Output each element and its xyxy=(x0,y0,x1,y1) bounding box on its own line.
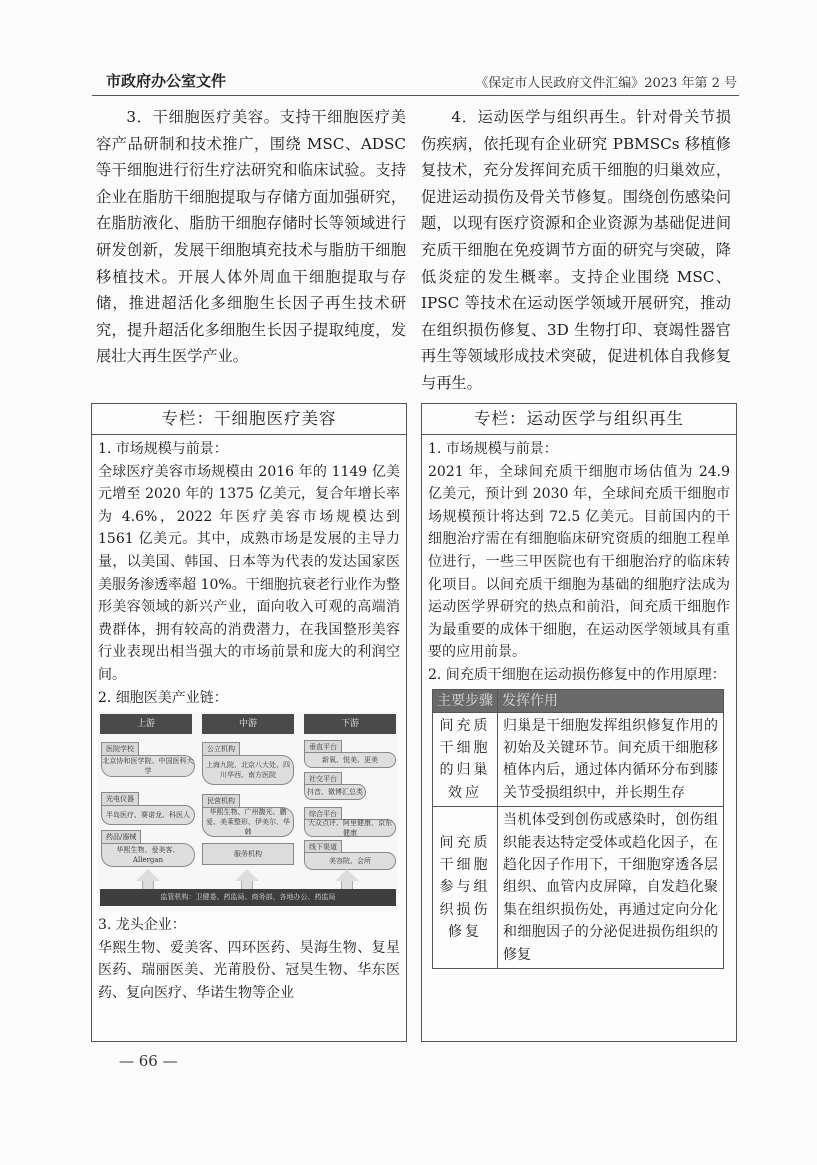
chain-item: 华熙生物、爱美客、Allergan xyxy=(101,843,195,867)
chain-item-service: 服务机构 xyxy=(202,843,294,865)
chain-item: 新氧、悦美、更美 xyxy=(304,752,396,768)
chain-item: 华熙生物、广州馥光、鹏爱、美莱整形、伊美尔、华韩 xyxy=(202,807,294,837)
box-title: 专栏：干细胞医疗美容 xyxy=(92,404,406,435)
document-header-title: 市政府办公室文件 xyxy=(106,72,227,90)
mechanism-table xyxy=(432,689,724,969)
section-heading: 2. 细胞医美产业链： xyxy=(98,689,228,706)
body-column-left xyxy=(96,104,406,370)
column-box-cosmetology xyxy=(91,403,407,1042)
box-title: 专栏：运动医学与组织再生 xyxy=(422,404,736,435)
page-number: — 66 — xyxy=(119,1052,178,1070)
up-arrow-icon xyxy=(136,869,160,881)
chain-item: 半岛医疗、赛诺龙、科医人 xyxy=(101,805,195,825)
chain-tag: 综合平台 xyxy=(304,807,342,821)
box-body xyxy=(92,435,406,1005)
chain-item: 北京协和医学院、中国医科大学 xyxy=(102,757,194,776)
section-text: 2021 年，全球间充质干细胞市场估值为 24.9 亿美元，预计到 2030 年，全球间充质干细胞市场规模预计将达到 72.5 亿美元。目前国内的干细胞治疗需在有细胞临床研究资质的细胞工程单位进行，一些三甲医院也有干细胞治疗的临床转化项目。以间充质干细胞为基础的细胞疗法成为运动医学界研究的热点和前沿，间充质干细胞作为最重要的成体干细胞，在运动医学领域具有重要的应用前景。 xyxy=(428,463,730,661)
section-text: 全球医疗美容市场规模由 2016 年的 1149 亿美元增至 2020 年的 1375 亿美元，复合年增长率为 4.6%，2022 年医疗美容市场规模达到 1561 亿美元。其中，成熟市场是发展的主导力量，以美国、韩国、日本等为代表的发达国家医美服务渗透率超 10%。干细胞抗衰老行业作为整形美容领域的新兴产业，面向收入可观的高端消费群体，拥有较高的消费潜力，在我国整形美容行业表现出相当强大的市场前景和庞大的利润空间。 xyxy=(98,463,400,683)
chain-tag: 社交平台 xyxy=(304,772,342,786)
chain-tag: 公立机构 xyxy=(202,742,240,756)
section-heading: 1. 市场规模与前景： xyxy=(428,441,558,457)
body-column-right xyxy=(421,104,731,397)
table-row xyxy=(433,807,724,969)
chain-tag: 线下渠道 xyxy=(304,840,342,854)
chain-tag: 民营机构 xyxy=(202,794,240,808)
column-box-sports-medicine xyxy=(421,403,737,1042)
table-cell-effect: 归巢是干细胞发挥组织修复作用的初始及关键环节。间充质干细胞移植体内后，通过体内循环分布到膝关节受损组织中，并长期生存 xyxy=(498,712,724,807)
chain-tag: 垂直平台 xyxy=(304,740,342,754)
chain-tag: 医院学校 xyxy=(101,742,139,756)
chain-item: 抖音、微博汇总类 xyxy=(304,784,366,800)
document-header-publication: 《保定市人民政府文件汇编》2023 年第 2 号 xyxy=(475,76,737,91)
table-cell-effect: 当机体受到创伤或感染时，创伤组织能表达特定受体或趋化因子，在趋化因子作用下，干细胞穿透各层组织、血管内皮屏障，自发趋化聚集在组织损伤处，再通过定向分化和细胞因子的分泌促进损伤组织的修复 xyxy=(498,807,724,969)
header-divider xyxy=(92,95,739,96)
table-cell-step: 间充质干细胞参与组织损伤修复 xyxy=(433,807,498,969)
up-arrow-icon xyxy=(335,869,359,881)
chain-tag: 药品/器械 xyxy=(101,830,141,844)
chain-item: 大众点评、阿里健康、京东健康 xyxy=(304,819,396,837)
chain-header-midstream: 中游 xyxy=(202,714,294,734)
table-header-row xyxy=(433,689,724,712)
section-heading: 1. 市场规模与前景： xyxy=(98,441,228,457)
section-heading: 3. 龙头企业： xyxy=(98,917,186,934)
chain-item: 上海九院、北京八大处、四川华西、南方医院 xyxy=(202,755,294,785)
industry-chain-diagram xyxy=(98,712,398,912)
chain-header-upstream: 上游 xyxy=(100,714,192,734)
up-arrow-icon xyxy=(235,869,259,881)
column-header-effect: 发挥作用 xyxy=(498,689,724,712)
section-heading: 2. 间充质干细胞在运动损伤修复中的作用原理： xyxy=(428,666,726,683)
box-body xyxy=(422,435,736,969)
paragraph-stem-cell-cosmetology: 3．干细胞医疗美容。支持干细胞医疗美容产品研制和技术推广，围绕 MSC、ADSC 等干细胞进行衍生疗法研究和临床试验。支持企业在脂肪干细胞提取与存储方面加强研究，在脂肪液化、脂肪干细胞存储时长等领域进行研发创新，发展干细胞填充技术与脂肪干细胞移植技术。开展人体外周血干细胞提取与存储，推进超活化多细胞生长因子再生技术研究，提升超活化多细胞生长因子提取纯度，发展壮大再生医学产业。 xyxy=(96,108,406,366)
chain-header-downstream: 下游 xyxy=(304,714,396,734)
table-cell-step: 间充质干细胞的归巢效应 xyxy=(433,712,498,807)
section-text: 华熙生物、爱美客、四环医药、昊海生物、复星医药、瑞丽医美、光莆股份、冠昊生物、华东医药、复向医疗、华诺生物等企业 xyxy=(98,939,400,1001)
table-row xyxy=(433,712,724,807)
chain-item: 美容院、会所 xyxy=(304,852,396,870)
paragraph-sports-medicine: 4．运动医学与组织再生。针对骨关节损伤疾病，依托现有企业研究 PBMSCs 移植修复技术，充分发挥间充质干细胞的归巢效应，促进运动损伤及骨关节修复。围绕创伤感染问题，以现有医疗资源和企业资源为基础促进间充质干细胞在免疫调节方面的研究与突破，降低炎症的发生概率。支持企业围绕 MSC、IPSC 等技术在运动医学领域开展研究，推动在组织损伤修复、3D 生物打印、衰竭性器官再生等领域形成技术突破，促进机体自我修复与再生。 xyxy=(421,108,731,392)
chain-regulators-bar: 监管机构：卫健委、药监局、商务部、各地办公、药监局 xyxy=(100,889,396,906)
column-header-step: 主要步骤 xyxy=(433,689,498,712)
chain-tag: 光电仪器 xyxy=(101,792,139,806)
